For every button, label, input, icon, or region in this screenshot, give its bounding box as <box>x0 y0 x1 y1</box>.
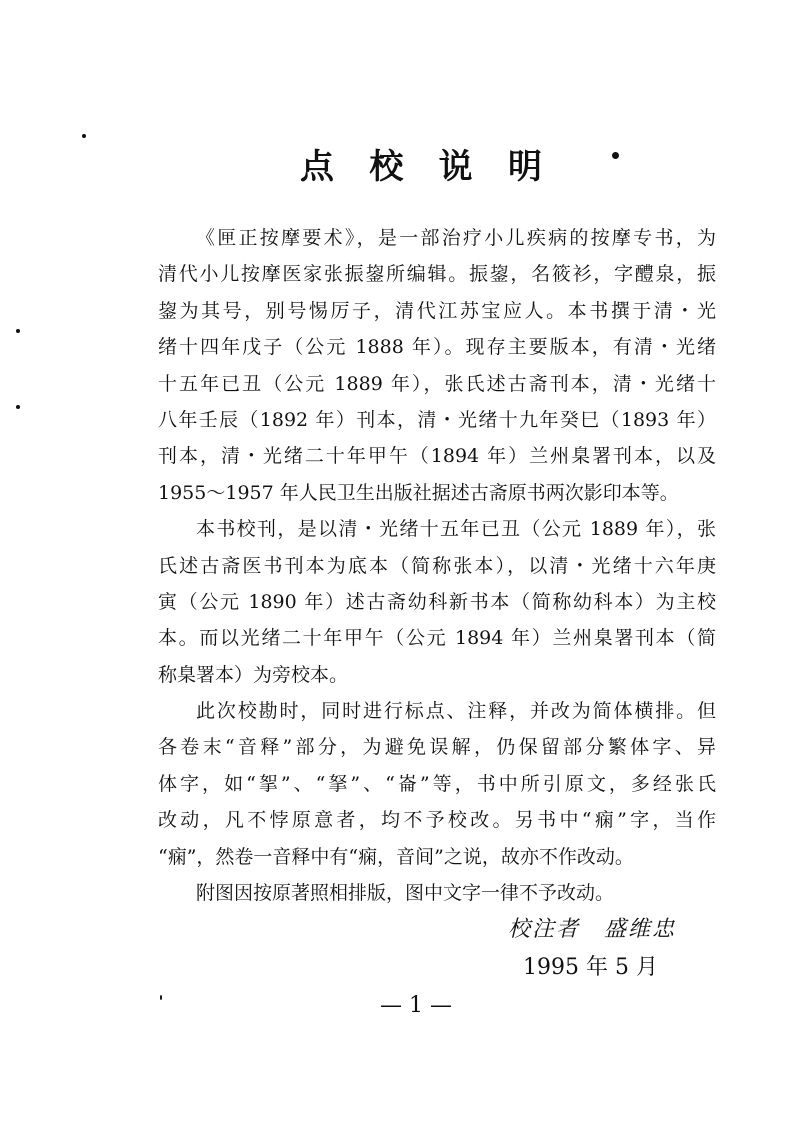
text-line: 此次校勘时，同时进行标点、注释，并改为简体横排。但 <box>196 700 716 723</box>
text-line: 附图因按原著照相排版，图中文字一律不予改动。 <box>196 882 615 905</box>
text-line: 寅（公元 1890 年）述古斋幼科新书本（简称幼科本）为主校 <box>158 590 716 613</box>
text-line: 绪十四年戊子（公元 1888 年）。现存主要版本，有清・光绪 <box>158 336 716 359</box>
page-title <box>300 145 542 189</box>
title-char: 说 <box>438 147 473 187</box>
text-line: 八年壬辰（1892 年）刊本，清・光绪十九年癸巳（1893 年） <box>158 408 716 431</box>
text-line: 1955～1957 年人民卫生出版社据述古斋原书两次影印本等。 <box>158 481 679 504</box>
text-line: 体字，如“挐”、“拏”、“崙”等，书中所引原文，多经张氏 <box>158 772 716 795</box>
page-number: — 1 — <box>380 993 452 1018</box>
scan-speck <box>612 152 619 159</box>
text-line: “痫”，然卷一音释中有“痫，音间”之说，故亦不作改动。 <box>158 845 634 868</box>
signature <box>508 912 676 943</box>
signature-role: 校注者 <box>508 917 581 942</box>
scan-speck <box>16 329 20 333</box>
text-line: 氏述古斋医书刊本为底本（简称张本），以清・光绪十六年庚 <box>158 554 716 577</box>
paragraph <box>158 511 716 693</box>
text-line: 刊本，清・光绪二十年甲午（1894 年）兰州臬署刊本，以及 <box>158 445 716 468</box>
text-line: 十五年已丑（公元 1889 年），张氏述古斋刊本，清・光绪十 <box>158 372 716 395</box>
paragraph <box>158 220 716 511</box>
text-line: 改动，凡不悖原意者，均不予校改。另书中“痫”字，当作 <box>158 809 716 832</box>
scan-speck <box>16 405 20 409</box>
title-char: 校 <box>369 147 404 187</box>
paragraph <box>158 875 716 911</box>
body-text <box>158 220 716 911</box>
paragraph <box>158 693 716 875</box>
text-line: 清代小儿按摩医家张振鋆所编辑。振鋆，名筱衫，字醴泉，振 <box>158 263 716 286</box>
title-char: 点 <box>300 147 334 187</box>
text-line: 称臬署本）为旁校本。 <box>158 663 349 686</box>
scan-speck <box>160 995 162 1000</box>
text-line: 《匣正按摩要术》，是一部治疗小儿疾病的按摩专书，为 <box>196 227 716 249</box>
date: 1995 年 5 月 <box>523 955 658 980</box>
scan-speck <box>82 134 86 138</box>
text-line: 各卷末“音释”部分，为避免误解，仍保留部分繁体字、异 <box>158 736 716 759</box>
signature-name: 盛维忠 <box>604 917 677 942</box>
text-line: 本书校刊，是以清・光绪十五年已丑（公元 1889 年），张 <box>196 518 716 541</box>
text-line: 鋆为其号，别号惕厉子，清代江苏宝应人。本书撰于清・光 <box>158 299 716 322</box>
title-char: 明 <box>507 147 542 187</box>
text-line: 本。而以光绪二十年甲午（公元 1894 年）兰州臬署刊本（简 <box>158 627 716 650</box>
